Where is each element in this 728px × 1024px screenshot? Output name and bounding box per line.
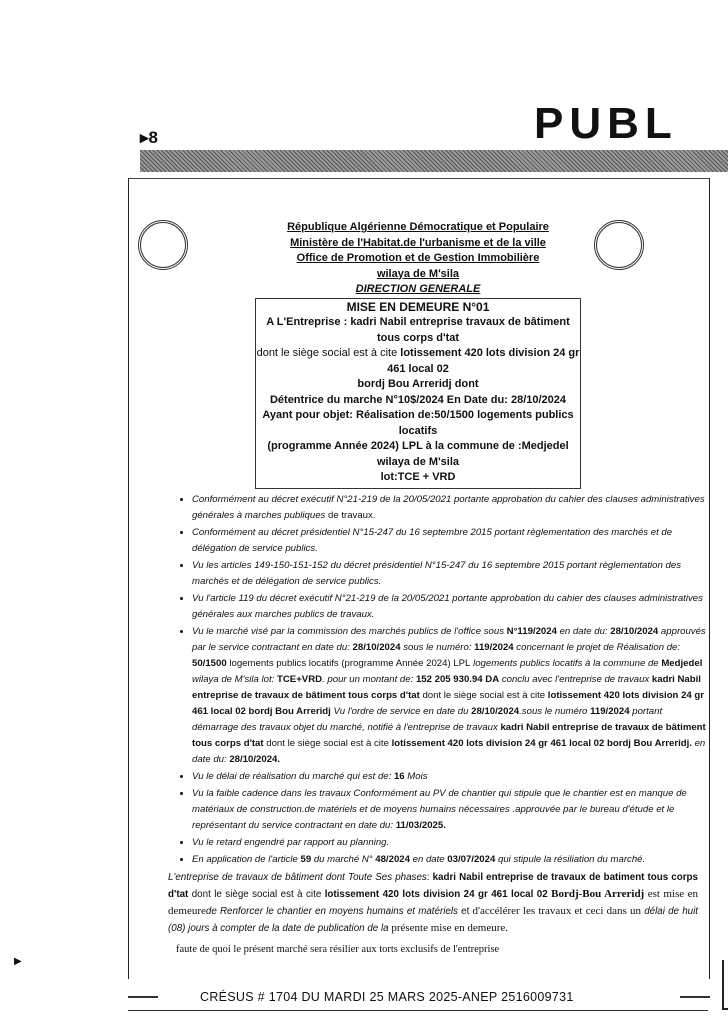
text-segment: Vu le retard engendré par rapport au planning.	[192, 836, 390, 848]
text-segment: kadri Nabil entreprise de travaux de bâtiment tous corps d'tat	[192, 721, 706, 749]
text-segment: LPL à la commune de :Medjedel wilaya de M'sila	[376, 440, 569, 468]
text-segment: approuvés par le service contractant en date du:	[192, 625, 706, 653]
notice-line	[256, 346, 580, 377]
text-segment: dont le siège social est à cite	[419, 689, 548, 701]
notice-line	[256, 439, 580, 470]
footer-line	[128, 1010, 708, 1011]
consideration-item	[192, 525, 708, 557]
text-segment: N°119/2024	[506, 625, 557, 637]
consideration-item	[192, 624, 708, 768]
direction-label: DIRECTION GENERALE	[355, 283, 481, 295]
notice-content	[128, 220, 708, 957]
text-segment: (programme Année 2024)	[267, 440, 403, 452]
footer-rule-right	[680, 996, 710, 998]
text-segment: Ayant pour objet: Réalisation de:50/1500 logements publics locatifs	[262, 409, 574, 437]
text-segment: kadri Nabil entreprise de travaux de batiment tous corps d'tat	[168, 871, 698, 900]
text-segment: 119/2024	[590, 705, 630, 717]
text-segment: L'entreprise de travaux de bâtiment dont Toute Ses phases	[168, 871, 427, 883]
text-segment: . pour un montant de:	[322, 673, 416, 685]
text-segment: .sous le numéro	[519, 705, 591, 717]
text-segment: sous le numéro:	[400, 641, 475, 653]
text-segment: Vu le délai de réalisation du marché qui est de:	[192, 770, 394, 782]
text-segment: 59	[300, 853, 312, 865]
text-segment: de Renforcer le chantier en moyens humains et matériels	[205, 905, 458, 917]
text-segment: en date du:	[556, 625, 611, 637]
text-segment: 11/03/2025.	[395, 819, 446, 831]
considerations-list	[172, 492, 708, 868]
text-segment: Medjedel	[661, 657, 703, 669]
text-segment: wilaya de M'sila lot:	[192, 673, 278, 685]
text-segment: Mois	[404, 770, 428, 782]
notice-line	[256, 315, 580, 346]
notice-line	[256, 377, 580, 393]
text-segment: lotissement 420 lots division 24 gr 461 local 02	[387, 347, 580, 375]
text-segment: 119/2024	[474, 641, 514, 653]
page-number: ▸8	[140, 128, 158, 147]
text-segment: dont le siège social est à cite	[263, 737, 392, 749]
letterhead-line: Office de Promotion et de Gestion Immobilière	[296, 252, 540, 264]
text-segment: Vu les articles 149-150-151-152 du décret présidentiel N°15-247 du 16 septembre 2015 portant règlementation des marchés et de délégation de service publics.	[192, 559, 681, 587]
footer-reference: CRÉSUS # 1704 DU MARDI 25 MARS 2025-ANEP 2516009731	[200, 990, 574, 1004]
notice-lines	[256, 315, 580, 486]
letterhead-line: Ministère de l'Habitat.de l'urbanisme et de la ville	[290, 236, 546, 249]
text-segment: en date du:	[192, 737, 706, 765]
text-segment: conclu avec l'entreprise de travaux	[499, 673, 652, 685]
text-segment: en date	[409, 853, 448, 865]
consideration-item	[192, 786, 708, 834]
notice-line	[256, 470, 580, 486]
consideration-item	[192, 835, 708, 851]
text-segment: 28/10/2024	[352, 641, 401, 653]
text-segment: logements publics locatifs (programme Année 2024) LPL	[226, 657, 471, 669]
text-segment: lotissement 420 lots division 24 gr 461 local 02 bordj Bou Arreridj.	[391, 737, 692, 749]
text-segment: lotissement 420 lots division 24 gr 461 local 02	[324, 888, 548, 900]
text-segment: En application de l'article	[192, 853, 301, 865]
text-segment: Vu l'article 119 du décret exécutif N°21-219 de la 20/05/2021 portante approbation du cahier des clauses administratives générales aux marches publics de travaux.	[192, 592, 703, 620]
text-segment: 48/2024	[375, 853, 410, 865]
text-segment: kadri Nabil entreprise de travaux de bâtiment tous corps d'tat	[192, 673, 701, 701]
consideration-item	[192, 591, 708, 623]
text-segment: 152 205 930.94 DA	[415, 673, 500, 685]
text-segment: Détentrice du marche N°10$/2024 En Date du: 28/10/2024	[269, 393, 567, 406]
text-segment: 16	[393, 770, 405, 782]
consideration-item	[192, 852, 708, 868]
notice-line	[256, 393, 580, 409]
text-segment: lot:TCE + VRD	[380, 471, 456, 483]
text-segment: et	[457, 905, 473, 917]
text-segment: A L'Entreprise : kadri Nabil entreprise travaux de bâtiment tous corps d'tat	[266, 316, 570, 344]
header-band	[140, 150, 728, 172]
text-segment: concernant le projet de Réalisation de:	[513, 641, 681, 653]
text-segment: dont le siège social est à cite	[188, 888, 325, 900]
text-segment: Conformément au décret présidentiel N°15-247 du 16 septembre 2015 portant règlementation des marchés et de délégation de service publics.	[192, 526, 673, 554]
closing-text: faute de quoi le présent marché sera résilier aux torts exclusifs de l'entreprise	[176, 943, 500, 955]
text-segment: dont le siège social est à cite	[256, 347, 401, 359]
letterhead	[218, 220, 618, 298]
letterhead-line: wilaya de M'sila	[376, 267, 460, 280]
text-segment: Conformément au décret exécutif N°21-219 de la 20/05/2021 portante approbation du cahier des clauses administratives générales à marches publiques	[192, 493, 705, 521]
text-segment: Vu le marché visé par la commission des marchés publics de l'office sous	[192, 625, 507, 637]
notice-box	[255, 298, 581, 489]
consideration-item	[192, 769, 708, 785]
consideration-item	[192, 492, 708, 524]
text-segment: de travaux.	[328, 509, 376, 521]
text-segment: :	[426, 871, 433, 883]
text-segment: 28/10/2024.	[229, 753, 281, 765]
text-segment: est mise en demeure	[168, 887, 698, 917]
notice-line	[256, 408, 580, 439]
text-segment: logements publics locatifs à la commune de	[470, 657, 662, 669]
text-segment: Vu l'ordre de service en date du	[330, 705, 472, 717]
text-segment: TCE+VRD	[277, 673, 323, 685]
text-segment: du marché N°	[311, 853, 376, 865]
text-segment: délai de huit (08) jours à compter de la date de publication de la	[168, 905, 698, 934]
text-segment: bordj Bou Arreridj dont	[357, 378, 479, 390]
crop-mark	[722, 960, 728, 1010]
text-segment: lotissement 420 lots division 24 gr 461 local 02 bordj Bou Arreridj	[192, 689, 705, 717]
text-segment: portant démarrage des travaux objet du marché, notifié à l'entreprise de travaux	[192, 705, 663, 733]
consideration-item	[192, 558, 708, 590]
text-segment: 28/10/2024	[610, 625, 659, 637]
text-segment: présente mise en demeure.	[388, 921, 508, 934]
section-title: PUBL	[534, 99, 678, 148]
text-segment: 28/10/2024	[471, 705, 520, 717]
text-segment: Vu la faible cadence dans les travaux Conformément au PV de chantier qui stipule que le chantier est en manque de matériaux de construction.de matériels et de moyens humains nécessaires .approuvée par le bureau d'étude et le représentant du service contractant en date du:	[192, 787, 687, 831]
injunction-paragraph	[168, 870, 698, 937]
text-segment: 50/1500	[192, 657, 227, 669]
text-segment: qui stipule la résiliation du marché.	[495, 853, 646, 865]
text-segment: Bordj-Bou Arreridj	[547, 887, 645, 900]
arrow-marker-icon: ▶	[14, 956, 22, 967]
text-segment: 03/07/2024	[447, 853, 496, 865]
notice-title: MISE EN DEMEURE N°01	[346, 299, 490, 314]
letterhead-line: République Algérienne Démocratique et Populaire	[287, 221, 549, 233]
footer-rule-left	[128, 996, 158, 998]
text-segment: d'accélérer les travaux et ceci dans un	[472, 904, 645, 917]
